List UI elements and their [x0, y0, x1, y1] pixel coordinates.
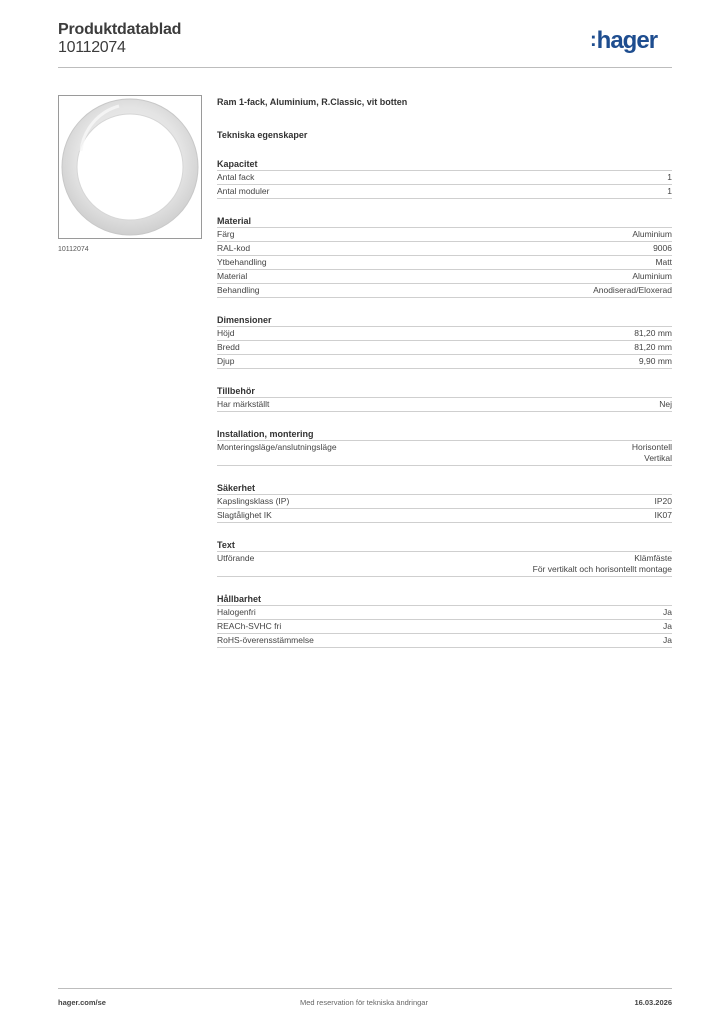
- spec-section: [217, 593, 672, 648]
- footer-website: hager.com/se: [58, 998, 106, 1007]
- spec-label: Antal moduler: [217, 186, 270, 196]
- spec-value-line: Nej: [659, 399, 672, 409]
- spec-label: Antal fack: [217, 172, 255, 182]
- spec-label: Utförande: [217, 553, 255, 563]
- spec-section: [217, 385, 672, 412]
- spec-value-line: 81,20 mm: [634, 328, 672, 338]
- spec-value: [632, 271, 672, 282]
- spec-row: [217, 634, 672, 648]
- logo-text: hager: [596, 27, 658, 54]
- spec-label: RAL-kod: [217, 243, 251, 253]
- spec-value: [667, 172, 672, 183]
- spec-value-line: 9,90 mm: [638, 356, 672, 366]
- footer-disclaimer: Med reservation för tekniska ändringar: [300, 998, 428, 1007]
- spec-row: [217, 256, 672, 270]
- spec-row: [217, 185, 672, 199]
- spec-value: [663, 621, 672, 632]
- spec-row: [217, 171, 672, 185]
- spec-value: [663, 635, 672, 646]
- footer-divider: [58, 988, 672, 989]
- spec-row: [217, 441, 672, 466]
- spec-value: [659, 399, 672, 410]
- spec-label: Ytbehandling: [217, 257, 267, 267]
- spec-value-line: Aluminium: [632, 271, 672, 281]
- spec-section: [217, 539, 672, 577]
- spec-row: [217, 606, 672, 620]
- spec-label: Djup: [217, 356, 235, 366]
- spec-value: [655, 257, 672, 268]
- section-title: Dimensioner: [217, 314, 672, 327]
- spec-row: [217, 327, 672, 341]
- footer-date: 16.03.2026: [634, 998, 672, 1007]
- spec-value-line: Ja: [663, 635, 672, 645]
- spec-sections: [217, 158, 672, 648]
- spec-value-line: För vertikalt och horisontellt montage: [532, 564, 672, 574]
- spec-section: [217, 158, 672, 199]
- spec-row: [217, 620, 672, 634]
- spec-value: [632, 229, 672, 240]
- spec-value: [653, 243, 672, 254]
- spec-value: [655, 496, 673, 507]
- spec-label: Monteringsläge/anslutningsläge: [217, 442, 337, 452]
- spec-value: [667, 186, 672, 197]
- spec-value-line: Horisontell: [631, 442, 672, 452]
- spec-row: [217, 341, 672, 355]
- spec-value: [533, 553, 672, 575]
- spec-value: [634, 342, 672, 353]
- spec-row: [217, 242, 672, 256]
- spec-label: Kapslingsklass (IP): [217, 496, 290, 506]
- spec-value-line: IP20: [654, 496, 672, 506]
- product-number: 10112074: [58, 39, 126, 56]
- spec-row: [217, 228, 672, 242]
- spec-label: Har märkställt: [217, 399, 270, 409]
- document-title: Produktdatablad: [58, 21, 182, 38]
- spec-value-line: IK07: [654, 510, 672, 520]
- spec-value-line: Ja: [663, 607, 672, 617]
- spec-label: Halogenfri: [217, 607, 256, 617]
- product-image-frame: [58, 95, 202, 239]
- spec-value: [663, 607, 672, 618]
- spec-label: Höjd: [217, 328, 235, 338]
- section-title: Kapacitet: [217, 158, 672, 171]
- spec-section: [217, 482, 672, 523]
- product-name: Ram 1-fack, Aluminium, R.Classic, vit botten: [217, 97, 408, 107]
- image-caption: 10112074: [58, 246, 89, 253]
- spec-row: [217, 398, 672, 412]
- header-divider: [58, 67, 672, 68]
- hager-logo: [590, 27, 657, 55]
- spec-value-line: 1: [667, 172, 672, 182]
- spec-section: [217, 215, 672, 298]
- spec-value: [634, 328, 672, 339]
- section-title: Tillbehör: [217, 385, 672, 398]
- spec-label: Slagtålighet IK: [217, 510, 272, 520]
- spec-value-line: 1: [667, 186, 672, 196]
- section-title: Säkerhet: [217, 482, 672, 495]
- spec-value: [593, 285, 672, 296]
- spec-row: [217, 495, 672, 509]
- spec-label: Färg: [217, 229, 235, 239]
- spec-row: [217, 270, 672, 284]
- logo-dots: :: [590, 29, 596, 51]
- product-frame-ring-icon: [59, 96, 201, 238]
- section-title: Hållbarhet: [217, 593, 672, 606]
- spec-label: RoHS-överensstämmelse: [217, 635, 314, 645]
- spec-value-line: Ja: [663, 621, 672, 631]
- spec-label: Material: [217, 271, 248, 281]
- spec-value: [632, 442, 672, 464]
- spec-value-line: Aluminium: [632, 229, 672, 239]
- spec-value-line: Anodiserad/Eloxerad: [593, 285, 672, 295]
- spec-value: [655, 510, 673, 521]
- section-title: Installation, montering: [217, 428, 672, 441]
- spec-row: [217, 509, 672, 523]
- spec-row: [217, 284, 672, 298]
- spec-row: [217, 355, 672, 369]
- spec-section: [217, 428, 672, 466]
- spec-value: [639, 356, 672, 367]
- spec-content: [217, 96, 672, 648]
- spec-label: REACh-SVHC fri: [217, 621, 282, 631]
- spec-section: [217, 314, 672, 369]
- section-title: Material: [217, 215, 672, 228]
- spec-label: Bredd: [217, 342, 240, 352]
- spec-label: Behandling: [217, 285, 260, 295]
- spec-value-line: Vertikal: [644, 453, 672, 463]
- tech-properties-heading: Tekniska egenskaper: [217, 130, 308, 140]
- spec-value-line: Klämfäste: [634, 553, 672, 563]
- spec-value-line: 9006: [653, 243, 672, 253]
- spec-value-line: Matt: [655, 257, 672, 267]
- spec-value-line: 81,20 mm: [634, 342, 672, 352]
- spec-row: [217, 552, 672, 577]
- section-title: Text: [217, 539, 672, 552]
